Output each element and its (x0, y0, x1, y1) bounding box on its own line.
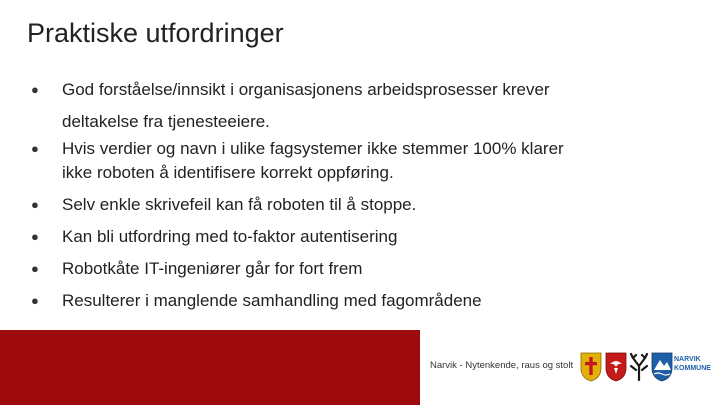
mountain-crest-icon (651, 352, 673, 382)
logo-text-line1: NARVIK (674, 356, 701, 363)
bird-crest-icon (605, 352, 627, 382)
bullet-text-continued: deltakelse fra tjenesteeiere. (62, 112, 270, 131)
shield-cross-icon (580, 352, 602, 382)
bullet-text: Kan bli utfordring med to-faktor autentisering (62, 227, 398, 246)
bullet-text: Hvis verdier og navn i ulike fagsystemer ikke stemmer 100% klarer (62, 139, 564, 158)
bullet-text: God forståelse/innsikt i organisasjonens arbeidsprosesser krever (62, 80, 550, 99)
bullet-dot-icon: ● (31, 82, 39, 97)
logo-text-line2: KOMMUNE (674, 365, 711, 372)
bullet-dot-icon: ● (31, 293, 39, 308)
antler-crest-icon (628, 352, 650, 382)
bullet-text-continued: ikke roboten å identifisere korrekt oppføring. (62, 163, 394, 182)
bullet-text: Robotkåte IT-ingeniører går for fort frem (62, 259, 363, 278)
bullet-dot-icon: ● (31, 141, 39, 156)
footer-tagline: Narvik - Nytenkende, raus og stolt (430, 360, 574, 371)
bullet-dot-icon: ● (31, 229, 39, 244)
bullet-text: Resulterer i manglende samhandling med fagområdene (62, 291, 482, 310)
bullet-dot-icon: ● (31, 197, 39, 212)
slide-title: Praktiske utfordringer (27, 18, 284, 48)
bullet-text: Selv enkle skrivefeil kan få roboten til å stoppe. (62, 195, 417, 214)
bullet-dot-icon: ● (31, 261, 39, 276)
